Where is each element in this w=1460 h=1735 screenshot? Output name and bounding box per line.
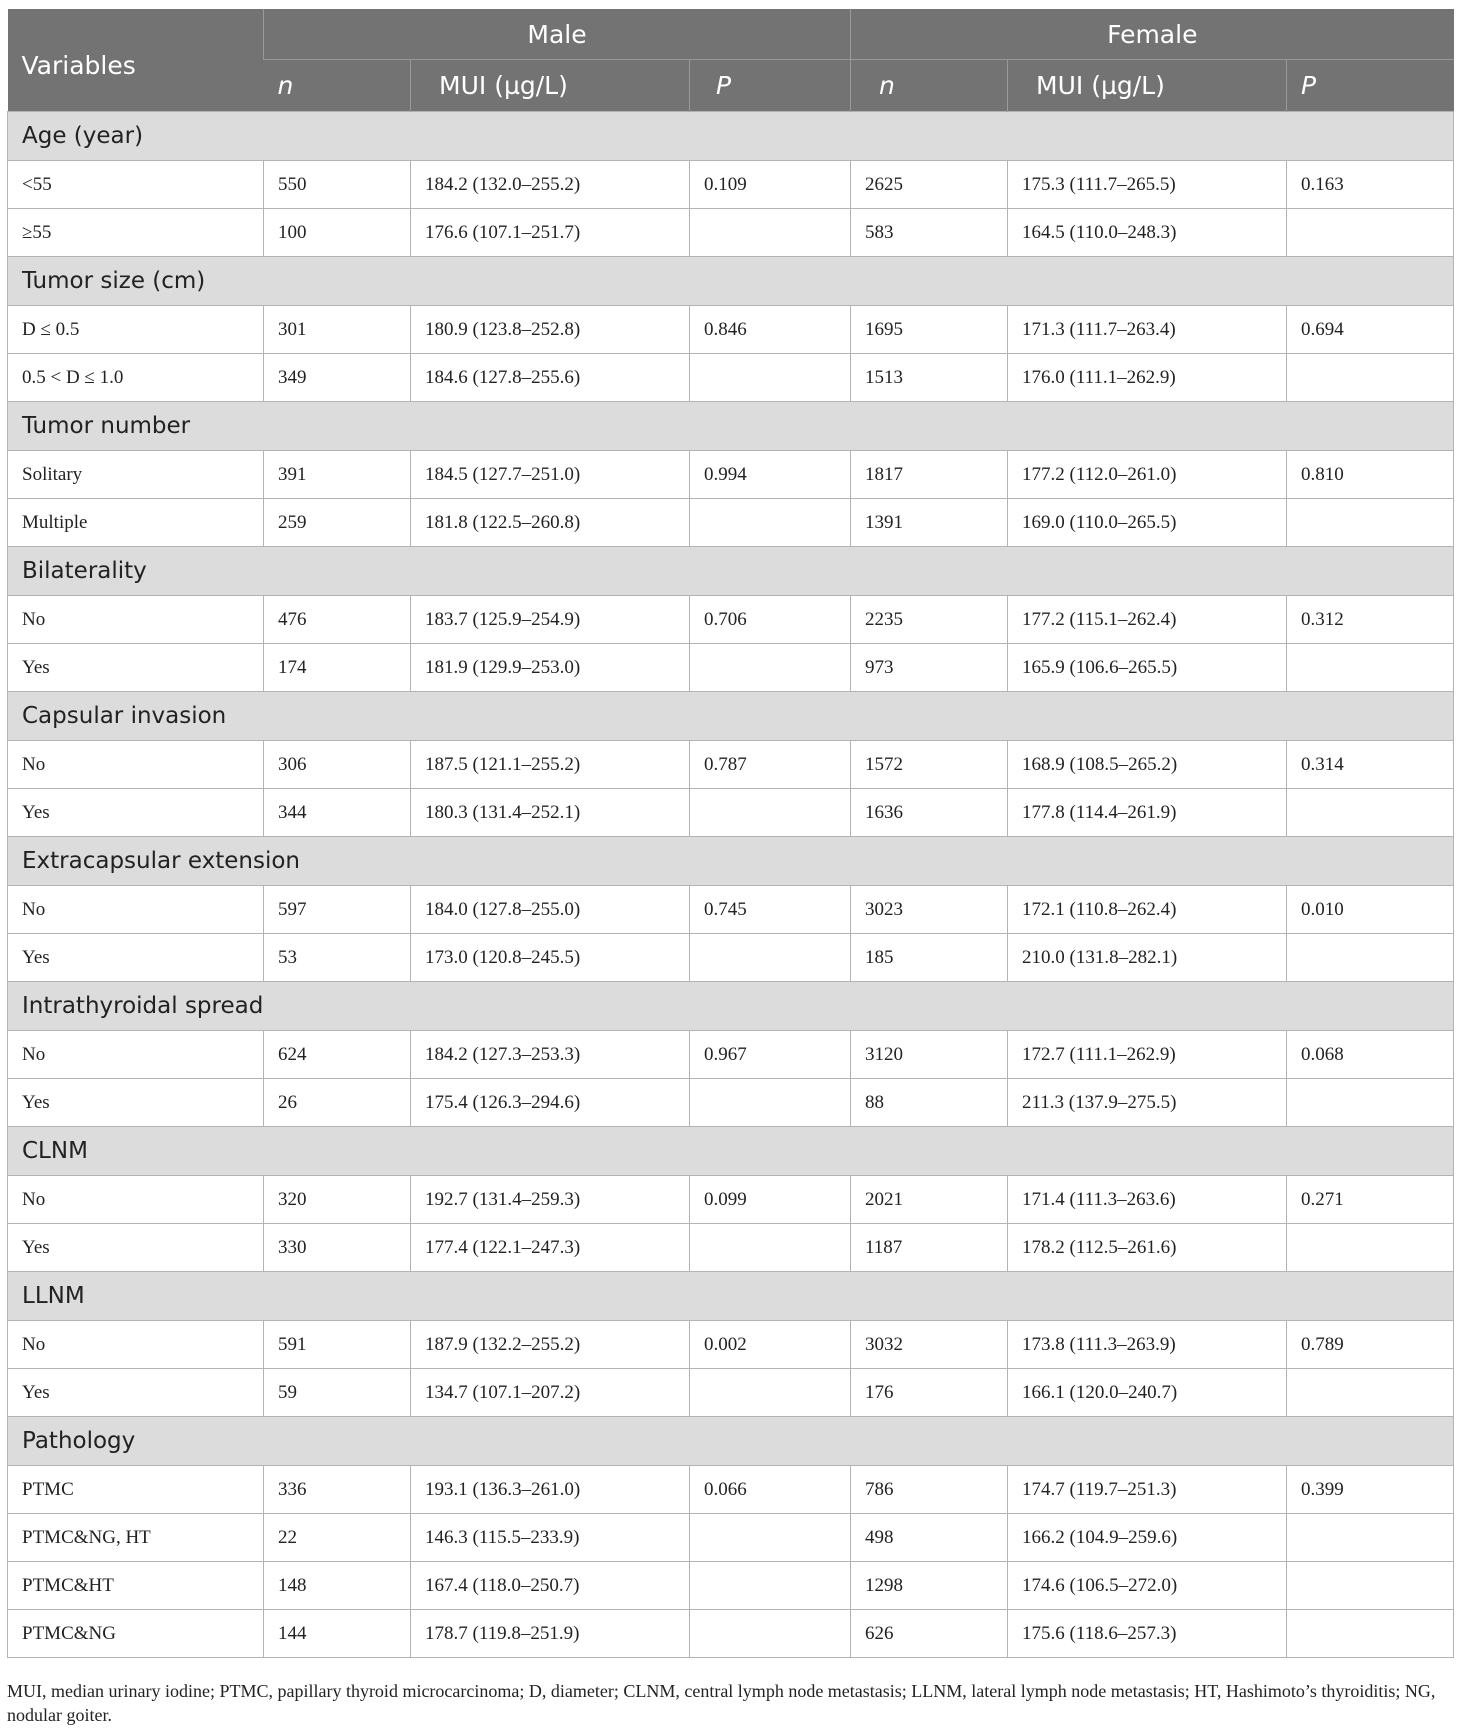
header-female-p: P	[1287, 60, 1454, 112]
male-n-cell: 476	[264, 596, 411, 644]
male-p-cell	[690, 354, 851, 402]
female-n-cell: 88	[851, 1079, 1008, 1127]
male-n-cell: 330	[264, 1224, 411, 1272]
female-mui-cell: 166.2 (104.9–259.6)	[1008, 1514, 1287, 1562]
female-mui-cell: 175.6 (118.6–257.3)	[1008, 1610, 1287, 1658]
male-n-cell: 391	[264, 451, 411, 499]
female-p-cell	[1287, 644, 1454, 692]
male-p-cell	[690, 1514, 851, 1562]
female-p-cell	[1287, 499, 1454, 547]
female-n-cell: 2235	[851, 596, 1008, 644]
row-label: No	[8, 1031, 264, 1079]
table-footnote: MUI, median urinary iodine; PTMC, papillary thyroid microcarcinoma; D, diameter; CLNM, central lymph node metastasis; LLNM, lateral lymph node metastasis; HT, Hashimoto’s thyroiditis; NG, nodular goiter.	[7, 1681, 1436, 1725]
female-p-cell	[1287, 1514, 1454, 1562]
group-header-row	[8, 837, 1454, 886]
group-header-row	[8, 1127, 1454, 1176]
group-header-row	[8, 402, 1454, 451]
table-row	[8, 644, 1454, 692]
male-n-cell: 597	[264, 886, 411, 934]
female-mui-cell: 210.0 (131.8–282.1)	[1008, 934, 1287, 982]
table-row	[8, 1031, 1454, 1079]
female-p-cell	[1287, 1369, 1454, 1417]
table-row	[8, 1079, 1454, 1127]
table-header	[8, 9, 1454, 112]
male-n-cell: 624	[264, 1031, 411, 1079]
female-mui-cell: 174.7 (119.7–251.3)	[1008, 1466, 1287, 1514]
female-p-cell: 0.789	[1287, 1321, 1454, 1369]
male-mui-cell: 176.6 (107.1–251.7)	[411, 209, 690, 257]
male-p-cell: 0.002	[690, 1321, 851, 1369]
row-label: No	[8, 596, 264, 644]
row-label: Solitary	[8, 451, 264, 499]
male-n-cell: 174	[264, 644, 411, 692]
female-p-cell: 0.810	[1287, 451, 1454, 499]
male-mui-cell: 193.1 (136.3–261.0)	[411, 1466, 690, 1514]
table-row	[8, 306, 1454, 354]
female-n-cell: 498	[851, 1514, 1008, 1562]
female-mui-cell: 177.8 (114.4–261.9)	[1008, 789, 1287, 837]
female-mui-cell: 172.1 (110.8–262.4)	[1008, 886, 1287, 934]
table-row	[8, 1321, 1454, 1369]
male-mui-cell: 184.2 (132.0–255.2)	[411, 161, 690, 209]
male-n-cell: 320	[264, 1176, 411, 1224]
male-n-cell: 336	[264, 1466, 411, 1514]
female-mui-cell: 177.2 (115.1–262.4)	[1008, 596, 1287, 644]
group-label: Extracapsular extension	[8, 837, 1454, 886]
female-n-cell: 3023	[851, 886, 1008, 934]
male-p-cell	[690, 789, 851, 837]
group-label: Age (year)	[8, 112, 1454, 161]
male-p-cell: 0.109	[690, 161, 851, 209]
table-row	[8, 1562, 1454, 1610]
male-p-cell	[690, 1369, 851, 1417]
male-p-cell: 0.846	[690, 306, 851, 354]
row-label: No	[8, 886, 264, 934]
female-p-cell	[1287, 209, 1454, 257]
male-p-cell	[690, 934, 851, 982]
male-mui-cell: 187.5 (121.1–255.2)	[411, 741, 690, 789]
group-header-row	[8, 1272, 1454, 1321]
female-p-cell: 0.399	[1287, 1466, 1454, 1514]
female-p-cell	[1287, 1562, 1454, 1610]
header-female-mui: MUI (µg/L)	[1008, 60, 1287, 112]
group-header-row	[8, 1417, 1454, 1466]
male-n-cell: 26	[264, 1079, 411, 1127]
female-n-cell: 1572	[851, 741, 1008, 789]
row-label: PTMC&NG	[8, 1610, 264, 1658]
group-header-row	[8, 112, 1454, 161]
row-label: PTMC	[8, 1466, 264, 1514]
male-mui-cell: 146.3 (115.5–233.9)	[411, 1514, 690, 1562]
male-p-cell	[690, 644, 851, 692]
female-mui-cell: 168.9 (108.5–265.2)	[1008, 741, 1287, 789]
female-p-cell	[1287, 789, 1454, 837]
table-body	[8, 112, 1454, 1658]
female-p-cell: 0.271	[1287, 1176, 1454, 1224]
row-label: Yes	[8, 934, 264, 982]
row-label: <55	[8, 161, 264, 209]
male-mui-cell: 181.9 (129.9–253.0)	[411, 644, 690, 692]
group-label: Intrathyroidal spread	[8, 982, 1454, 1031]
male-mui-cell: 183.7 (125.9–254.9)	[411, 596, 690, 644]
female-mui-cell: 175.3 (111.7–265.5)	[1008, 161, 1287, 209]
row-label: PTMC&NG, HT	[8, 1514, 264, 1562]
male-p-cell	[690, 1079, 851, 1127]
male-n-cell: 591	[264, 1321, 411, 1369]
table-row	[8, 596, 1454, 644]
group-label: Capsular invasion	[8, 692, 1454, 741]
female-p-cell: 0.068	[1287, 1031, 1454, 1079]
male-n-cell: 301	[264, 306, 411, 354]
female-n-cell: 1187	[851, 1224, 1008, 1272]
female-p-cell	[1287, 1224, 1454, 1272]
male-n-cell: 22	[264, 1514, 411, 1562]
female-mui-cell: 174.6 (106.5–272.0)	[1008, 1562, 1287, 1610]
header-variables: Variables	[8, 9, 264, 112]
row-label: No	[8, 1321, 264, 1369]
female-mui-cell: 178.2 (112.5–261.6)	[1008, 1224, 1287, 1272]
male-mui-cell: 180.9 (123.8–252.8)	[411, 306, 690, 354]
male-n-cell: 100	[264, 209, 411, 257]
female-n-cell: 1298	[851, 1562, 1008, 1610]
female-mui-cell: 172.7 (111.1–262.9)	[1008, 1031, 1287, 1079]
male-p-cell: 0.994	[690, 451, 851, 499]
header-male: Male	[264, 9, 851, 60]
male-mui-cell: 177.4 (122.1–247.3)	[411, 1224, 690, 1272]
female-n-cell: 2625	[851, 161, 1008, 209]
female-mui-cell: 171.3 (111.7–263.4)	[1008, 306, 1287, 354]
female-mui-cell: 176.0 (111.1–262.9)	[1008, 354, 1287, 402]
male-mui-cell: 180.3 (131.4–252.1)	[411, 789, 690, 837]
female-n-cell: 626	[851, 1610, 1008, 1658]
male-p-cell	[690, 209, 851, 257]
group-header-row	[8, 982, 1454, 1031]
female-mui-cell: 171.4 (111.3–263.6)	[1008, 1176, 1287, 1224]
female-p-cell: 0.312	[1287, 596, 1454, 644]
female-n-cell: 1513	[851, 354, 1008, 402]
row-label: Yes	[8, 789, 264, 837]
row-label: Yes	[8, 1224, 264, 1272]
group-header-row	[8, 257, 1454, 306]
group-label: Bilaterality	[8, 547, 1454, 596]
female-p-cell	[1287, 354, 1454, 402]
female-n-cell: 3120	[851, 1031, 1008, 1079]
female-p-cell: 0.163	[1287, 161, 1454, 209]
female-mui-cell: 165.9 (106.6–265.5)	[1008, 644, 1287, 692]
male-mui-cell: 184.6 (127.8–255.6)	[411, 354, 690, 402]
male-mui-cell: 134.7 (107.1–207.2)	[411, 1369, 690, 1417]
table-row	[8, 354, 1454, 402]
female-n-cell: 973	[851, 644, 1008, 692]
row-label: ≥55	[8, 209, 264, 257]
female-p-cell	[1287, 1610, 1454, 1658]
female-n-cell: 3032	[851, 1321, 1008, 1369]
group-label: LLNM	[8, 1272, 1454, 1321]
male-p-cell: 0.967	[690, 1031, 851, 1079]
female-n-cell: 1391	[851, 499, 1008, 547]
male-n-cell: 144	[264, 1610, 411, 1658]
table-container	[7, 9, 1453, 1658]
female-n-cell: 1695	[851, 306, 1008, 354]
male-p-cell: 0.706	[690, 596, 851, 644]
group-label: Tumor size (cm)	[8, 257, 1454, 306]
group-header-row	[8, 547, 1454, 596]
female-mui-cell: 211.3 (137.9–275.5)	[1008, 1079, 1287, 1127]
female-n-cell: 786	[851, 1466, 1008, 1514]
table-row	[8, 789, 1454, 837]
male-n-cell: 148	[264, 1562, 411, 1610]
male-n-cell: 259	[264, 499, 411, 547]
row-label: No	[8, 741, 264, 789]
group-label: Tumor number	[8, 402, 1454, 451]
male-n-cell: 53	[264, 934, 411, 982]
female-n-cell: 185	[851, 934, 1008, 982]
row-label: No	[8, 1176, 264, 1224]
male-mui-cell: 184.2 (127.3–253.3)	[411, 1031, 690, 1079]
male-mui-cell: 192.7 (131.4–259.3)	[411, 1176, 690, 1224]
female-p-cell: 0.694	[1287, 306, 1454, 354]
header-male-mui: MUI (µg/L)	[411, 60, 690, 112]
row-label: Yes	[8, 644, 264, 692]
male-p-cell: 0.066	[690, 1466, 851, 1514]
header-male-p: P	[690, 60, 851, 112]
row-label: Yes	[8, 1079, 264, 1127]
male-mui-cell: 175.4 (126.3–294.6)	[411, 1079, 690, 1127]
male-p-cell	[690, 1562, 851, 1610]
male-n-cell: 550	[264, 161, 411, 209]
male-p-cell: 0.787	[690, 741, 851, 789]
table-row	[8, 1514, 1454, 1562]
table-row	[8, 934, 1454, 982]
row-label: Yes	[8, 1369, 264, 1417]
female-n-cell: 583	[851, 209, 1008, 257]
group-label: CLNM	[8, 1127, 1454, 1176]
male-n-cell: 306	[264, 741, 411, 789]
female-mui-cell: 164.5 (110.0–248.3)	[1008, 209, 1287, 257]
table-row	[8, 499, 1454, 547]
male-n-cell: 349	[264, 354, 411, 402]
male-p-cell: 0.745	[690, 886, 851, 934]
male-mui-cell: 187.9 (132.2–255.2)	[411, 1321, 690, 1369]
table-row	[8, 1176, 1454, 1224]
row-label: 0.5 < D ≤ 1.0	[8, 354, 264, 402]
male-mui-cell: 184.0 (127.8–255.0)	[411, 886, 690, 934]
male-p-cell: 0.099	[690, 1176, 851, 1224]
header-female: Female	[851, 9, 1454, 60]
header-female-n: n	[851, 60, 1008, 112]
table-row	[8, 209, 1454, 257]
table-row	[8, 741, 1454, 789]
female-mui-cell: 173.8 (111.3–263.9)	[1008, 1321, 1287, 1369]
male-mui-cell: 181.8 (122.5–260.8)	[411, 499, 690, 547]
header-male-n: n	[264, 60, 411, 112]
female-p-cell	[1287, 1079, 1454, 1127]
table-row	[8, 1610, 1454, 1658]
male-p-cell	[690, 1224, 851, 1272]
row-label: D ≤ 0.5	[8, 306, 264, 354]
male-mui-cell: 178.7 (119.8–251.9)	[411, 1610, 690, 1658]
female-mui-cell: 169.0 (110.0–265.5)	[1008, 499, 1287, 547]
female-p-cell: 0.314	[1287, 741, 1454, 789]
female-p-cell: 0.010	[1287, 886, 1454, 934]
male-n-cell: 59	[264, 1369, 411, 1417]
male-mui-cell: 184.5 (127.7–251.0)	[411, 451, 690, 499]
female-p-cell	[1287, 934, 1454, 982]
female-n-cell: 176	[851, 1369, 1008, 1417]
group-header-row	[8, 692, 1454, 741]
row-label: PTMC&HT	[8, 1562, 264, 1610]
table-row	[8, 451, 1454, 499]
table-row	[8, 161, 1454, 209]
male-p-cell	[690, 1610, 851, 1658]
row-label: Multiple	[8, 499, 264, 547]
table-row	[8, 1224, 1454, 1272]
female-n-cell: 1817	[851, 451, 1008, 499]
male-mui-cell: 167.4 (118.0–250.7)	[411, 1562, 690, 1610]
male-mui-cell: 173.0 (120.8–245.5)	[411, 934, 690, 982]
table-row	[8, 1466, 1454, 1514]
table-row	[8, 886, 1454, 934]
male-p-cell	[690, 499, 851, 547]
group-label: Pathology	[8, 1417, 1454, 1466]
female-n-cell: 2021	[851, 1176, 1008, 1224]
data-table	[7, 9, 1454, 1658]
female-mui-cell: 177.2 (112.0–261.0)	[1008, 451, 1287, 499]
female-n-cell: 1636	[851, 789, 1008, 837]
male-n-cell: 344	[264, 789, 411, 837]
table-row	[8, 1369, 1454, 1417]
female-mui-cell: 166.1 (120.0–240.7)	[1008, 1369, 1287, 1417]
